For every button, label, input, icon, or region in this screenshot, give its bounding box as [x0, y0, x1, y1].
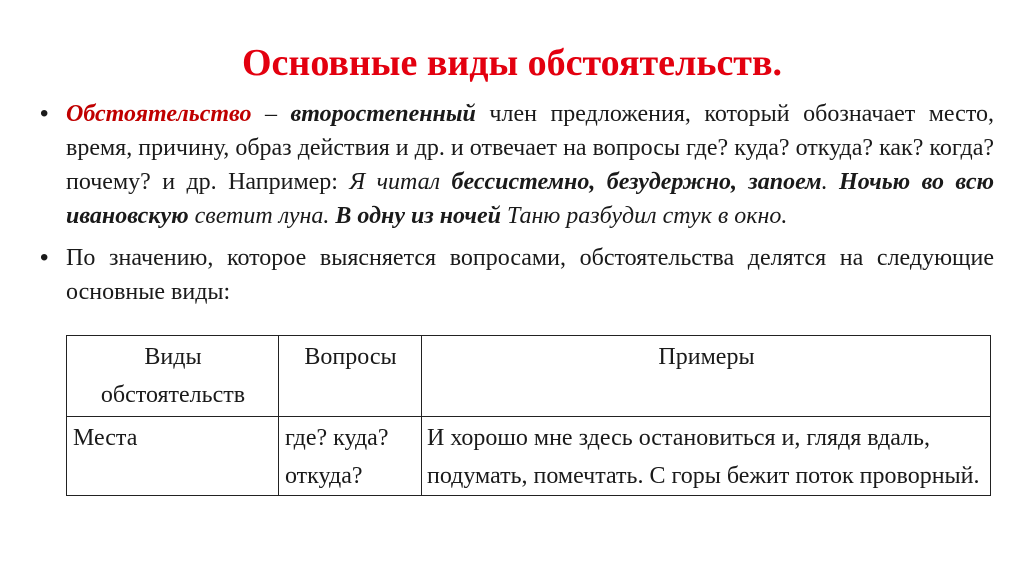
example1-highlight: бессистемно, безудержно, запоем [451, 169, 822, 195]
bullet-dot-icon: • [40, 244, 49, 271]
header-examples: Примеры [422, 336, 991, 417]
example2-rest: светит луна. [188, 203, 336, 229]
slide-title: Основные виды обстоятельств. [242, 42, 782, 84]
header-types: Виды обстоятельств [67, 336, 279, 417]
circumstance-types-table [66, 335, 991, 496]
example1-start: Я читал [349, 169, 452, 195]
example3-rest: Таню разбудил стук в окно. [501, 203, 788, 229]
table-header-row [67, 336, 991, 417]
bullet-classification [40, 241, 994, 309]
example2-highlight: Ночью во всю ивановскую [66, 169, 995, 229]
header-questions: Вопросы [279, 336, 422, 417]
table-row [67, 417, 991, 496]
example3-highlight: В одну из ночей [335, 203, 501, 229]
cell-example: И хорошо мне здесь остановиться и, глядя вдаль, подумать, помечтать. С горы бежит поток проворный. [422, 417, 991, 496]
term-circumstance: Обстоятельство [66, 101, 252, 127]
dash: – [251, 101, 291, 127]
example1-end: . [821, 169, 840, 195]
bullet-definition [40, 97, 994, 233]
definition-text: член предложения, который обозначает место, время, причину, образ действия и др. и отвечает на вопросы где? куда? откуда? как? когда? почему? и др. Например: [66, 101, 995, 195]
bullet-list [40, 97, 994, 317]
cell-questions: где? куда? откуда? [279, 417, 422, 496]
cell-type: Места [67, 417, 279, 496]
classification-text: По значению, которое выясняется вопросами, обстоятельства делятся на следующие основные виды: [66, 245, 994, 305]
term-secondary: второстепенный [290, 101, 476, 127]
bullet-dot-icon: • [40, 100, 49, 127]
